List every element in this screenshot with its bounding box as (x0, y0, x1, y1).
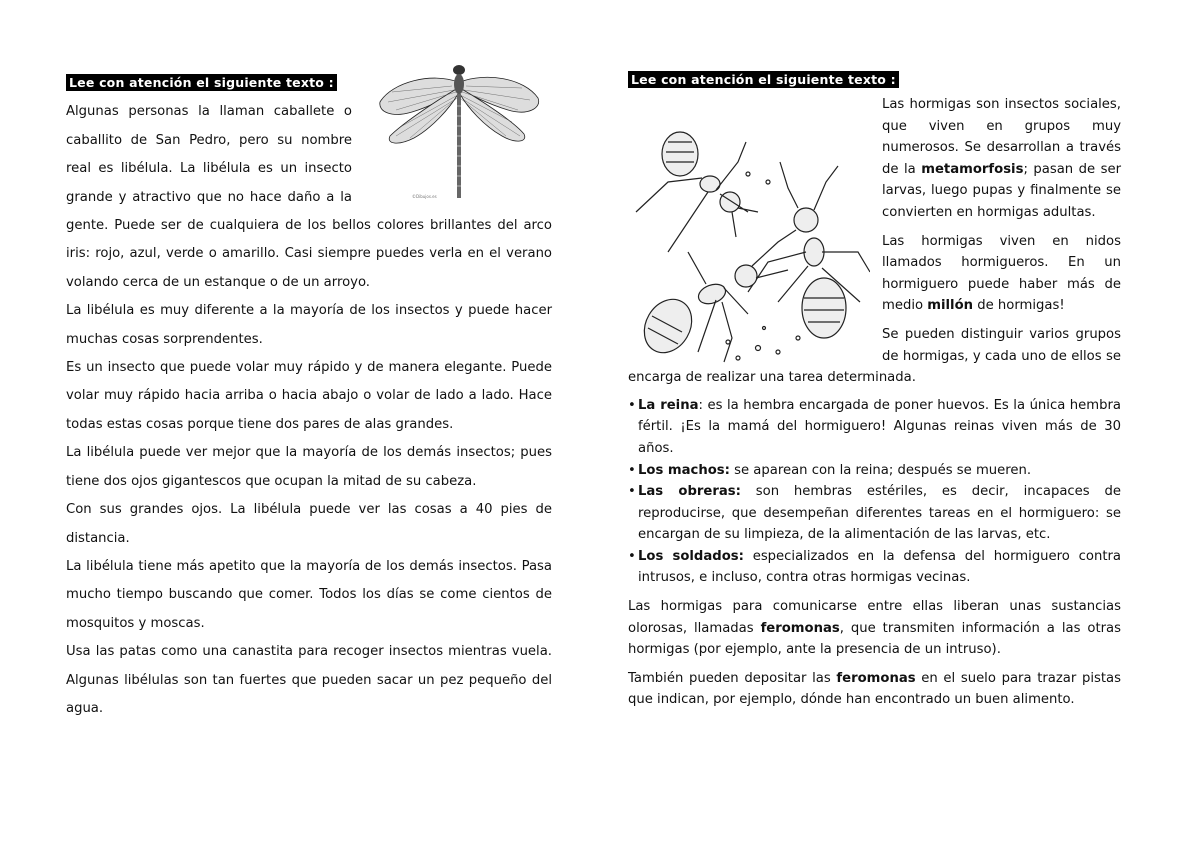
left-paragraph-2: La libélula es muy diferente a la mayoría de los insectos y puede hacer muchas cosas sorprendentes. (66, 303, 552, 347)
p5-text-a: También pueden depositar las (628, 670, 837, 686)
right-paragraph-3: Se pueden distinguir varios grupos de hormigas, y cada uno de ellos se encarga de realizar una tarea determinada. (628, 326, 1121, 386)
left-paragraph-3: Es un insecto que puede volar muy rápido y de manera elegante. Puede volar muy rápido hacia arriba o hacia abajo o volar de lado a lado. Hace todas estas cosas porque tiene dos pares de alas grandes. (66, 360, 552, 432)
right-column (628, 70, 1121, 711)
bullet-term: La reina (638, 397, 699, 413)
left-heading: Lee con atención el siguiente texto : (66, 74, 337, 91)
left-paragraph-6: La libélula tiene más apetito que la mayoría de los demás insectos. Pasa mucho tiempo buscando que comer. Todos los días se come cientos de mosquitos y moscas. (66, 558, 552, 631)
p5-text-c: en el suelo para trazar pistas que indican, por ejemplo, dónde han encontrado un buen alimento. (628, 670, 1121, 708)
bullet-term: Los machos: (638, 462, 730, 478)
bullet-term: Las obreras: (638, 484, 741, 500)
list-item: • Las obreras: son hembras estériles, es decir, incapaces de reproducirse, que desempeñan diferentes tareas en el hormiguero: se encargan de su limpieza, de la alimentación de las larvas, etc. (628, 484, 1121, 543)
p2-text-a: Las hormigas viven en nidos llamados hormigueros. En un hormiguero puede haber más de medio (882, 233, 1121, 314)
dragonfly-illustration (362, 62, 552, 202)
metamorfosis-term: metamorfosis (921, 161, 1024, 177)
bullet-text: : es la hembra encargada de poner huevos. Es la única hembra fértil. ¡Es la mamá del hormiguero! Algunas reinas viven más de 30 años. (638, 397, 1122, 456)
list-item: • Los machos: se aparean con la reina; después se mueren. (628, 462, 1032, 478)
ant-roles-list (628, 395, 1121, 589)
left-paragraph-7: Usa las patas como una canastita para recoger insectos mientras vuela. Algunas libélulas son tan fuertes que pueden sacar un pez pequeño del agua. (66, 644, 552, 716)
bullet-text: especializados en la defensa del hormiguero contra intrusos, e incluso, contra otras hormigas vecinas. (638, 548, 1122, 586)
left-paragraph-1: Algunas personas la llaman caballete o caballito de San Pedro, pero su nombre real es libélula. La libélula es un insecto grande y atractivo que no hace daño a la gente. Puede ser de cualquiera de los bellos colores brillantes del arco iris: rojo, azul, verde o amarillo. Casi siempre puedes verla en el verano volando cerca de un estanque o de un arroyo. (66, 104, 552, 290)
left-paragraph-5: Con sus grandes ojos. La libélula puede ver las cosas a 40 pies de distancia. (66, 502, 552, 546)
bullet-text: son hembras estériles, es decir, incapaces de reproducirse, que desempeñan diferentes tareas en el hormiguero: se encargan de su limpieza, de la alimentación de las larvas, etc. (638, 484, 1121, 543)
p4-text-a: Las hormigas para comunicarse entre ellas liberan unas sustancias olorosas, llamadas (628, 599, 1121, 636)
p1-text-a: Las hormigas son insectos sociales, que viven en grupos muy numerosos. Se desarrollan a través de la (882, 97, 1121, 177)
list-item: • La reina: es la hembra encargada de poner huevos. Es la única hembra fértil. ¡Es la mamá del hormiguero! Algunas reinas viven más de 30 años. (628, 397, 1122, 456)
millon-term: millón (927, 298, 974, 314)
left-column (66, 70, 552, 723)
right-paragraph-5 (628, 668, 1121, 711)
left-paragraph-4: La libélula puede ver mejor que la mayoría de los demás insectos; pues tiene dos ojos gigantescos que ocupan la mitad de su cabeza. (66, 445, 552, 489)
right-paragraph-4 (628, 596, 1121, 661)
p4-text-c: , que transmiten información a las otras hormigas (por ejemplo, ante la presencia de un intruso). (628, 620, 1121, 658)
bullet-term: Los soldados: (638, 548, 744, 564)
list-item: • Los soldados: especializados en la defensa del hormiguero contra intrusos, e incluso, contra otras hormigas vecinas. (628, 548, 1122, 586)
image-caption: ©Dibujos.es (412, 194, 437, 199)
feromonas-term: feromonas (760, 620, 840, 636)
feromonas-term: feromonas (836, 670, 916, 686)
p1-text-c: ; pasan de ser larvas, luego pupas y finalmente se convierten en hormigas adultas. (882, 161, 1121, 220)
bullet-text: se aparean con la reina; después se mueren. (729, 462, 1032, 478)
right-heading: Lee con atención el siguiente texto : (628, 71, 899, 88)
ants-illustration (628, 102, 870, 367)
p2-text-c: de hormigas! (973, 298, 1065, 314)
